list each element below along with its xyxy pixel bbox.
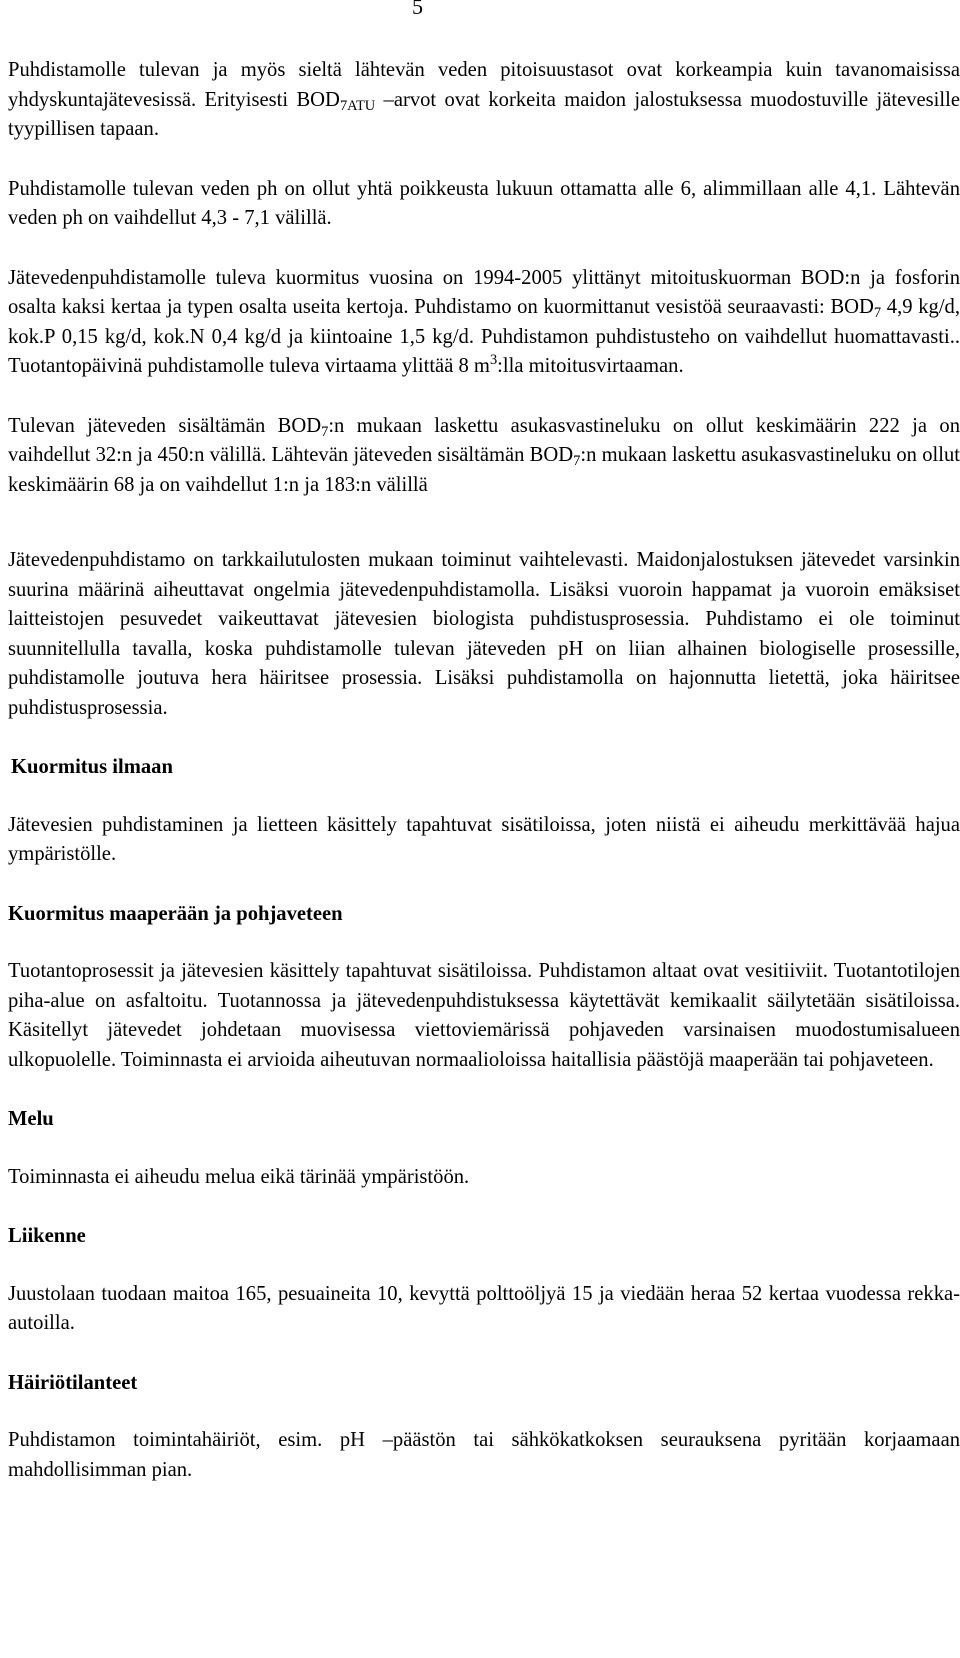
subscript: 7 [573, 453, 581, 469]
paragraph-load: Jätevedenpuhdistamolle tuleva kuormitus vuosina on 1994-2005 ylittänyt mitoituskuorman BOD:n ja fosforin osalta kaksi kertaa ja typen osalta useita kertoja. Puhdistamo on kuormittanut vesistöä seuraavasti: $BOD_7$ 4,9 kg/d, kok.P 0,15 kg/d, kok.N 0,4 kg/d ja kiintoaine 1,5 kg/d. Puhdistamon puhdistusteho on vaihdellut huomattavasti.. Tuotantopäivinä puhdistamolle tuleva virtaama ylittää 8 $m^3:lla$ mitoitusvirtaaman. [8, 266, 960, 377]
section-heading-traffic: Liikenne [8, 1225, 86, 1247]
paragraph-water-quality: Puhdistamolle tulevan ja myös sieltä lähtevän veden pitoisuustasot ovat korkeampia kuin tavanomaisissa yhdyskuntajätevesissä. Erityisesti $BOD_{7ATU}$ –arvot ovat korkeita maidon jalostuksessa muodostuville jätevesille tyypillisen tapaan. [8, 59, 960, 140]
superscript: 3 [489, 352, 498, 368]
section-text-air: Jätevesien puhdistaminen ja lietteen käsittely tapahtuvat sisätiloissa, joten niistä ei aiheudu merkittävää hajua ympäristölle. [8, 813, 960, 865]
subscript: 7ATU [339, 97, 376, 114]
section-heading-disturbances: Häiriötilanteet [8, 1371, 138, 1394]
paragraph-ph: Puhdistamolle tulevan veden ph on ollut yhtä poikkeusta lukuun ottamatta alle 6, alimmillaan alle 4,1. Lähtevän veden ph on vaihdellut 4,3 - 7,1 välillä. [8, 177, 960, 229]
paragraph-plant-operation: Jätevedenpuhdistamo on tarkkailutulosten mukaan toiminut vaihtelevasti. Maidonjalostuksen jätevedet varsinkin suurina määrinä aiheuttavat ongelmia jätevedenpuhdistamolla. Lisäksi vuoroin happamat ja vuoroin emäksiset laitteistojen pesuvedet vaikeuttavat jätevesien biologista puhdistusprosessia. Puhdistamo ei ole toiminut suunnitellulla tavalla, koska puhdistamolle tulevan jäteveden pH on liian alhainen biologiselle prosessille, puhdistamolle joutuva hera häiritsee prosessia. Lisäksi puhdistamolla on hajonnutta lietettä, joka häiritsee puhdistusprosessia. [8, 549, 960, 719]
section-text-noise: Toiminnasta ei aiheudu melua eikä tärinää ympäristöön. [8, 1165, 470, 1188]
section-text-soil: Tuotantoprosessit ja jätevesien käsittely tapahtuvat sisätiloissa. Puhdistamon altaat ovat vesitiiviit. Tuotantotilojen piha-alue on asfaltoitu. Tuotannossa ja jätevedenpuhdistuksessa käytettävät kemikaalit säilytetään sisätiloissa. Käsitellyt jätevedet johdetaan muovisessa viettoviemärissä pohjaveden varsinaisen muodostumisalueen ulkopuolelle. Toiminnasta ei arvioida aiheutuvan normaalioloissa haitallisia päästöjä maaperään tai pohjaveteen. [8, 960, 960, 1071]
section-text-disturbances: Puhdistamon toimintahäiriöt, esim. pH –päästön tai sähkökatkoksen seurauksena pyritään korjaamaan mahdollisimman pian. [8, 1429, 960, 1481]
section-heading-air: Kuormitus ilmaan [11, 756, 173, 778]
subscript: 7 [321, 423, 329, 440]
subscript: 7 [873, 305, 882, 321]
section-heading-soil: Kuormitus maaperään ja pohjaveteen [8, 902, 343, 925]
paragraph-population-equivalent: Tulevan jäteveden sisältämän $BOD_7:n$ mukaan laskettu asukasvastineluku on ollut keskimäärin 222 ja on vaihdellut 32:n ja 450:n välillä. Lähtevän jäteveden sisältämän $BOD_7:n$ mukaan laskettu asukasvastineluku on ollut keskimäärin 68 ja on vaihdellut 1:n ja 183:n välillä [8, 414, 960, 496]
section-heading-noise: Melu [8, 1108, 54, 1130]
document-body [8, 56, 960, 1485]
page-number: 5 [412, 0, 423, 19]
section-text-traffic: Juustolaan tuodaan maitoa 165, pesuaineita 10, kevyttä polttoöljyä 15 ja viedään heraa 52 kertaa vuodessa rekka-autoilla. [8, 1282, 960, 1334]
